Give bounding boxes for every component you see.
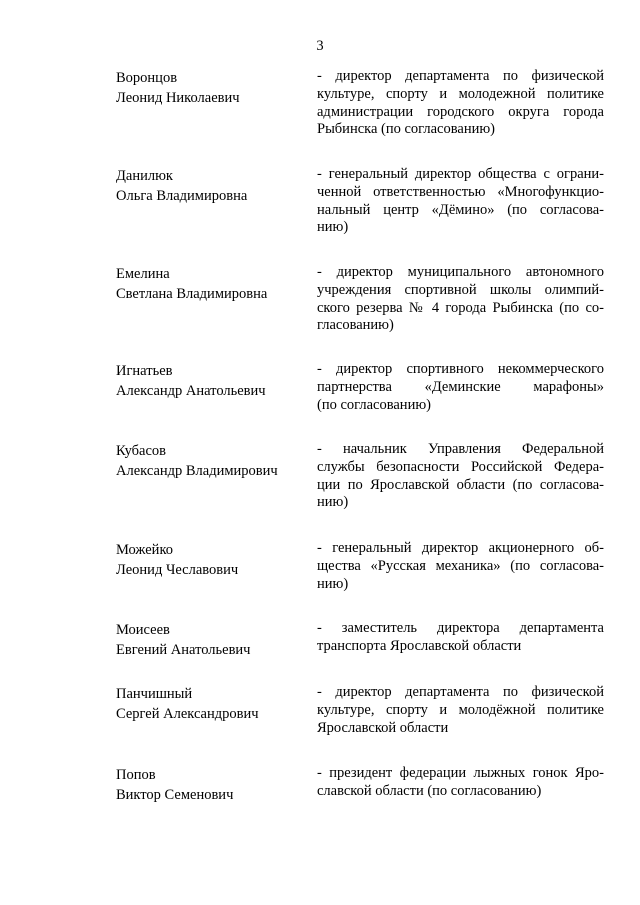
role-line: - начальник Управления Федеральной <box>317 441 604 457</box>
role-line: - директор департамента по физической <box>317 684 604 700</box>
role-line: - директор муниципального автономного <box>317 264 604 280</box>
member-name <box>116 684 301 724</box>
role-line: славской области (по согласованию) <box>317 782 542 799</box>
role-line: нию) <box>317 219 349 236</box>
page-number: 3 <box>316 38 324 54</box>
member-role <box>317 264 604 335</box>
member-role <box>317 620 604 656</box>
member-given-name: Леонид Николаевич <box>116 90 240 106</box>
role-line: - генеральный директор общества с ограни- <box>317 166 604 182</box>
role-line: - президент федерации лыжных гонок Яро- <box>317 765 604 781</box>
role-line: - директор департамента по физической <box>317 68 604 84</box>
member-surname: Воронцов <box>116 70 178 86</box>
role-line: учреждения спортивной школы олимпий- <box>317 281 604 298</box>
member-role <box>317 684 604 737</box>
member-surname: Игнатьев <box>116 363 173 379</box>
member-role <box>317 361 604 414</box>
member-given-name: Александр Анатольевич <box>116 383 266 399</box>
role-line: культуре, спорту и молодёжной политике <box>317 701 604 718</box>
role-line: (по согласованию) <box>317 396 431 413</box>
member-surname: Моисеев <box>116 622 170 638</box>
role-line: - заместитель директора департамента <box>317 620 604 636</box>
member-name <box>116 620 301 660</box>
role-line: ского резерва № 4 города Рыбинска (по со- <box>317 299 604 316</box>
role-line: гласованию) <box>317 317 394 334</box>
member-surname: Панчишный <box>116 686 193 702</box>
member-surname: Кубасов <box>116 443 166 459</box>
member-role <box>317 68 604 139</box>
role-line: Ярославской области <box>317 719 449 736</box>
member-role <box>317 765 604 801</box>
member-surname: Данилюк <box>116 168 173 184</box>
member-given-name: Александр Владимирович <box>116 463 278 479</box>
role-line: ции по Ярославской области (по согласова- <box>317 476 604 493</box>
member-name <box>116 765 301 805</box>
member-surname: Емелина <box>116 266 170 282</box>
member-given-name: Виктор Семенович <box>116 787 234 803</box>
member-given-name: Сергей Александрович <box>116 706 259 722</box>
role-line: щества «Русская механика» (по согласова- <box>317 557 604 574</box>
member-role <box>317 166 604 237</box>
role-line: нию) <box>317 494 349 511</box>
member-given-name: Светлана Владимировна <box>116 286 268 302</box>
role-line: - генеральный директор акционерного об- <box>317 540 604 556</box>
member-name <box>116 540 301 580</box>
member-name <box>116 166 301 206</box>
role-line: Рыбинска (по согласованию) <box>317 121 496 138</box>
role-line: - директор спортивного некоммерческого <box>317 361 604 377</box>
member-given-name: Леонид Чеславович <box>116 562 239 578</box>
member-role <box>317 540 604 593</box>
member-surname: Попов <box>116 767 156 783</box>
role-line: администрации городского округа города <box>317 103 604 120</box>
role-line: службы безопасности Российской Федера- <box>317 458 604 475</box>
role-line: нию) <box>317 575 349 592</box>
role-line: ченной ответственностью «Многофункцио- <box>317 183 604 200</box>
member-surname: Можейко <box>116 542 174 558</box>
member-name <box>116 361 301 401</box>
role-line: нальный центр «Дёмино» (по согласова- <box>317 201 604 218</box>
member-given-name: Ольга Владимировна <box>116 188 248 204</box>
role-line: транспорта Ярославской области <box>317 637 522 654</box>
member-name <box>116 68 301 108</box>
member-name <box>116 441 301 481</box>
member-role <box>317 441 604 512</box>
role-line: культуре, спорту и молодежной политике <box>317 85 604 102</box>
member-name <box>116 264 301 304</box>
member-given-name: Евгений Анатольевич <box>116 642 251 658</box>
role-line: партнерства «Деминские марафоны» <box>317 378 604 395</box>
